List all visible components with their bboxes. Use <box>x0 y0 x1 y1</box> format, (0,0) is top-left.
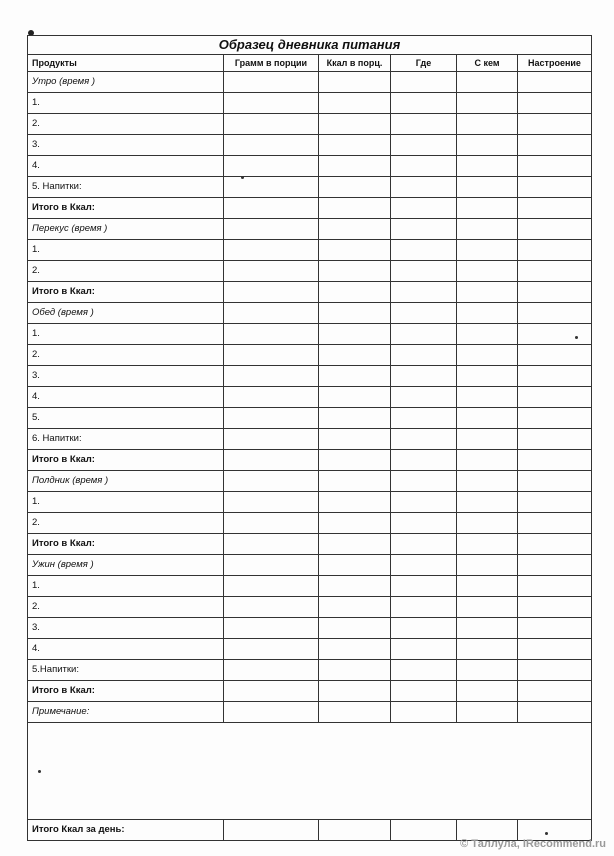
with-whom-cell[interactable] <box>457 156 518 177</box>
where-cell[interactable] <box>391 135 457 156</box>
grams-cell[interactable] <box>224 114 319 135</box>
mood-cell[interactable] <box>518 534 592 555</box>
where-cell[interactable] <box>391 660 457 681</box>
mood-cell[interactable] <box>518 702 592 723</box>
where-cell[interactable] <box>391 219 457 240</box>
with-whom-cell[interactable] <box>457 408 518 429</box>
kcal-cell[interactable] <box>319 429 391 450</box>
column-header-mood: Настроение <box>518 55 592 72</box>
mood-cell[interactable] <box>518 513 592 534</box>
kcal-cell[interactable] <box>319 345 391 366</box>
where-cell[interactable] <box>391 198 457 219</box>
kcal-cell[interactable] <box>319 282 391 303</box>
where-cell[interactable] <box>391 324 457 345</box>
item-label: 2. <box>28 261 224 282</box>
kcal-cell[interactable] <box>319 618 391 639</box>
mood-cell[interactable] <box>518 387 592 408</box>
item-label: 3. <box>28 135 224 156</box>
item-row <box>28 429 592 450</box>
grams-cell[interactable] <box>224 240 319 261</box>
kcal-cell[interactable] <box>319 240 391 261</box>
item-label: 2. <box>28 513 224 534</box>
where-cell[interactable] <box>391 240 457 261</box>
notes-area-row <box>28 723 592 820</box>
item-row <box>28 324 592 345</box>
mood-cell[interactable] <box>518 555 592 576</box>
kcal-cell[interactable] <box>319 135 391 156</box>
kcal-cell[interactable] <box>319 513 391 534</box>
header-row <box>28 55 592 72</box>
with-whom-cell[interactable] <box>457 450 518 471</box>
with-whom-cell[interactable] <box>457 303 518 324</box>
kcal-cell[interactable] <box>319 597 391 618</box>
item-row <box>28 387 592 408</box>
mood-cell[interactable] <box>518 282 592 303</box>
where-cell[interactable] <box>391 450 457 471</box>
item-label: 1. <box>28 324 224 345</box>
grams-cell[interactable] <box>224 618 319 639</box>
mood-cell[interactable] <box>518 177 592 198</box>
item-row <box>28 618 592 639</box>
item-row <box>28 639 592 660</box>
total-label: Итого в Ккал: <box>28 282 224 303</box>
column-header-grams: Грамм в порции <box>224 55 319 72</box>
grams-cell[interactable] <box>224 471 319 492</box>
mood-cell[interactable] <box>518 324 592 345</box>
item-label: 4. <box>28 156 224 177</box>
meal-label: Ужин (время ) <box>28 555 224 576</box>
day-total-grams-cell[interactable] <box>224 820 319 841</box>
with-whom-cell[interactable] <box>457 534 518 555</box>
item-row <box>28 597 592 618</box>
total-row <box>28 198 592 219</box>
grams-cell[interactable] <box>224 261 319 282</box>
kcal-cell[interactable] <box>319 660 391 681</box>
mood-cell[interactable] <box>518 240 592 261</box>
item-row <box>28 408 592 429</box>
with-whom-cell[interactable] <box>457 429 518 450</box>
kcal-cell[interactable] <box>319 93 391 114</box>
item-row <box>28 576 592 597</box>
with-whom-cell[interactable] <box>457 93 518 114</box>
where-cell[interactable] <box>391 282 457 303</box>
mood-cell[interactable] <box>518 618 592 639</box>
mood-cell[interactable] <box>518 492 592 513</box>
kcal-cell[interactable] <box>319 450 391 471</box>
where-cell[interactable] <box>391 93 457 114</box>
grams-cell[interactable] <box>224 366 319 387</box>
grams-cell[interactable] <box>224 303 319 324</box>
item-row <box>28 513 592 534</box>
grams-cell[interactable] <box>224 492 319 513</box>
with-whom-cell[interactable] <box>457 177 518 198</box>
where-cell[interactable] <box>391 261 457 282</box>
kcal-cell[interactable] <box>319 114 391 135</box>
food-diary-table <box>27 35 592 841</box>
where-cell[interactable] <box>391 303 457 324</box>
mood-cell[interactable] <box>518 450 592 471</box>
mood-cell[interactable] <box>518 681 592 702</box>
total-row <box>28 681 592 702</box>
item-row <box>28 240 592 261</box>
with-whom-cell[interactable] <box>457 576 518 597</box>
meal-row <box>28 702 592 723</box>
where-cell[interactable] <box>391 597 457 618</box>
item-label: 1. <box>28 492 224 513</box>
grams-cell[interactable] <box>224 660 319 681</box>
with-whom-cell[interactable] <box>457 555 518 576</box>
diary-title: Образец дневника питания <box>28 36 592 55</box>
kcal-cell[interactable] <box>319 219 391 240</box>
mood-cell[interactable] <box>518 597 592 618</box>
grams-cell[interactable] <box>224 450 319 471</box>
where-cell[interactable] <box>391 639 457 660</box>
grams-cell[interactable] <box>224 324 319 345</box>
grams-cell[interactable] <box>224 429 319 450</box>
with-whom-cell[interactable] <box>457 261 518 282</box>
grams-cell[interactable] <box>224 408 319 429</box>
with-whom-cell[interactable] <box>457 72 518 93</box>
with-whom-cell[interactable] <box>457 660 518 681</box>
where-cell[interactable] <box>391 345 457 366</box>
item-label: 2. <box>28 114 224 135</box>
where-cell[interactable] <box>391 114 457 135</box>
where-cell[interactable] <box>391 366 457 387</box>
meal-label: Примечание: <box>28 702 224 723</box>
column-header-products: Продукты <box>28 55 224 72</box>
with-whom-cell[interactable] <box>457 618 518 639</box>
total-label: Итого в Ккал: <box>28 198 224 219</box>
where-cell[interactable] <box>391 72 457 93</box>
meal-row <box>28 303 592 324</box>
kcal-cell[interactable] <box>319 303 391 324</box>
where-cell[interactable] <box>391 387 457 408</box>
where-cell[interactable] <box>391 513 457 534</box>
item-label: 4. <box>28 639 224 660</box>
day-total-kcal-cell[interactable] <box>319 820 391 841</box>
total-row <box>28 534 592 555</box>
where-cell[interactable] <box>391 534 457 555</box>
grams-cell[interactable] <box>224 639 319 660</box>
kcal-cell[interactable] <box>319 555 391 576</box>
grams-cell[interactable] <box>224 597 319 618</box>
item-row <box>28 114 592 135</box>
item-label: 3. <box>28 366 224 387</box>
mood-cell[interactable] <box>518 219 592 240</box>
item-row <box>28 135 592 156</box>
total-label: Итого в Ккал: <box>28 681 224 702</box>
kcal-cell[interactable] <box>319 639 391 660</box>
item-label: 6. Напитки: <box>28 429 224 450</box>
mood-cell[interactable] <box>518 471 592 492</box>
item-label: 1. <box>28 240 224 261</box>
column-header-kcal: Ккал в порц. <box>319 55 391 72</box>
item-row <box>28 261 592 282</box>
kcal-cell[interactable] <box>319 261 391 282</box>
kcal-cell[interactable] <box>319 702 391 723</box>
grams-cell[interactable] <box>224 156 319 177</box>
with-whom-cell[interactable] <box>457 324 518 345</box>
mood-cell[interactable] <box>518 72 592 93</box>
item-label: 5.Напитки: <box>28 660 224 681</box>
meal-row <box>28 72 592 93</box>
where-cell[interactable] <box>391 492 457 513</box>
with-whom-cell[interactable] <box>457 702 518 723</box>
column-header-where: Где <box>391 55 457 72</box>
speck <box>575 336 578 339</box>
mood-cell[interactable] <box>518 660 592 681</box>
where-cell[interactable] <box>391 177 457 198</box>
grams-cell[interactable] <box>224 177 319 198</box>
mood-cell[interactable] <box>518 639 592 660</box>
meal-label: Утро (время ) <box>28 72 224 93</box>
with-whom-cell[interactable] <box>457 219 518 240</box>
item-row <box>28 366 592 387</box>
mood-cell[interactable] <box>518 303 592 324</box>
where-cell[interactable] <box>391 555 457 576</box>
mood-cell[interactable] <box>518 366 592 387</box>
kcal-cell[interactable] <box>319 156 391 177</box>
where-cell[interactable] <box>391 681 457 702</box>
grams-cell[interactable] <box>224 387 319 408</box>
meal-label: Полдник (время ) <box>28 471 224 492</box>
where-cell[interactable] <box>391 156 457 177</box>
grams-cell[interactable] <box>224 681 319 702</box>
with-whom-cell[interactable] <box>457 597 518 618</box>
mood-cell[interactable] <box>518 345 592 366</box>
meal-row <box>28 471 592 492</box>
meal-label: Обед (время ) <box>28 303 224 324</box>
notes-area[interactable] <box>28 723 592 820</box>
item-label: 1. <box>28 93 224 114</box>
meal-label: Перекус (время ) <box>28 219 224 240</box>
grams-cell[interactable] <box>224 555 319 576</box>
kcal-cell[interactable] <box>319 366 391 387</box>
kcal-cell[interactable] <box>319 492 391 513</box>
title-row <box>28 36 592 55</box>
day-total-where-cell[interactable] <box>391 820 457 841</box>
kcal-cell[interactable] <box>319 576 391 597</box>
where-cell[interactable] <box>391 471 457 492</box>
with-whom-cell[interactable] <box>457 387 518 408</box>
item-label: 2. <box>28 345 224 366</box>
mood-cell[interactable] <box>518 93 592 114</box>
with-whom-cell[interactable] <box>457 681 518 702</box>
with-whom-cell[interactable] <box>457 114 518 135</box>
grams-cell[interactable] <box>224 93 319 114</box>
mood-cell[interactable] <box>518 114 592 135</box>
item-label: 3. <box>28 618 224 639</box>
grams-cell[interactable] <box>224 135 319 156</box>
meal-row <box>28 555 592 576</box>
kcal-cell[interactable] <box>319 177 391 198</box>
grams-cell[interactable] <box>224 282 319 303</box>
total-row <box>28 282 592 303</box>
diary-body <box>28 72 592 723</box>
kcal-cell[interactable] <box>319 471 391 492</box>
grams-cell[interactable] <box>224 534 319 555</box>
item-label: 1. <box>28 576 224 597</box>
mood-cell[interactable] <box>518 135 592 156</box>
with-whom-cell[interactable] <box>457 492 518 513</box>
kcal-cell[interactable] <box>319 681 391 702</box>
with-whom-cell[interactable] <box>457 639 518 660</box>
item-row <box>28 345 592 366</box>
item-label: 5. <box>28 408 224 429</box>
where-cell[interactable] <box>391 429 457 450</box>
item-row <box>28 660 592 681</box>
speck <box>38 770 41 773</box>
grams-cell[interactable] <box>224 219 319 240</box>
day-total-label: Итого Ккал за день: <box>28 820 224 841</box>
item-row <box>28 492 592 513</box>
grams-cell[interactable] <box>224 513 319 534</box>
with-whom-cell[interactable] <box>457 282 518 303</box>
item-row <box>28 156 592 177</box>
with-whom-cell[interactable] <box>457 135 518 156</box>
item-label: 4. <box>28 387 224 408</box>
speck <box>241 176 244 179</box>
kcal-cell[interactable] <box>319 324 391 345</box>
where-cell[interactable] <box>391 408 457 429</box>
kcal-cell[interactable] <box>319 72 391 93</box>
grams-cell[interactable] <box>224 345 319 366</box>
where-cell[interactable] <box>391 576 457 597</box>
with-whom-cell[interactable] <box>457 513 518 534</box>
mood-cell[interactable] <box>518 429 592 450</box>
mood-cell[interactable] <box>518 576 592 597</box>
item-label: 2. <box>28 597 224 618</box>
where-cell[interactable] <box>391 618 457 639</box>
item-label: 5. Напитки: <box>28 177 224 198</box>
kcal-cell[interactable] <box>319 534 391 555</box>
total-row <box>28 450 592 471</box>
mood-cell[interactable] <box>518 261 592 282</box>
kcal-cell[interactable] <box>319 408 391 429</box>
mood-cell[interactable] <box>518 408 592 429</box>
total-label: Итого в Ккал: <box>28 450 224 471</box>
grams-cell[interactable] <box>224 702 319 723</box>
column-header-with-whom: С кем <box>457 55 518 72</box>
watermark: © Таллула, IRecommend.ru <box>460 838 606 850</box>
mood-cell[interactable] <box>518 198 592 219</box>
with-whom-cell[interactable] <box>457 240 518 261</box>
grams-cell[interactable] <box>224 72 319 93</box>
speck <box>545 832 548 835</box>
item-row <box>28 177 592 198</box>
kcal-cell[interactable] <box>319 198 391 219</box>
grams-cell[interactable] <box>224 198 319 219</box>
meal-row <box>28 219 592 240</box>
total-label: Итого в Ккал: <box>28 534 224 555</box>
item-row <box>28 93 592 114</box>
where-cell[interactable] <box>391 702 457 723</box>
grams-cell[interactable] <box>224 576 319 597</box>
with-whom-cell[interactable] <box>457 345 518 366</box>
mood-cell[interactable] <box>518 156 592 177</box>
kcal-cell[interactable] <box>319 387 391 408</box>
with-whom-cell[interactable] <box>457 198 518 219</box>
with-whom-cell[interactable] <box>457 471 518 492</box>
with-whom-cell[interactable] <box>457 366 518 387</box>
